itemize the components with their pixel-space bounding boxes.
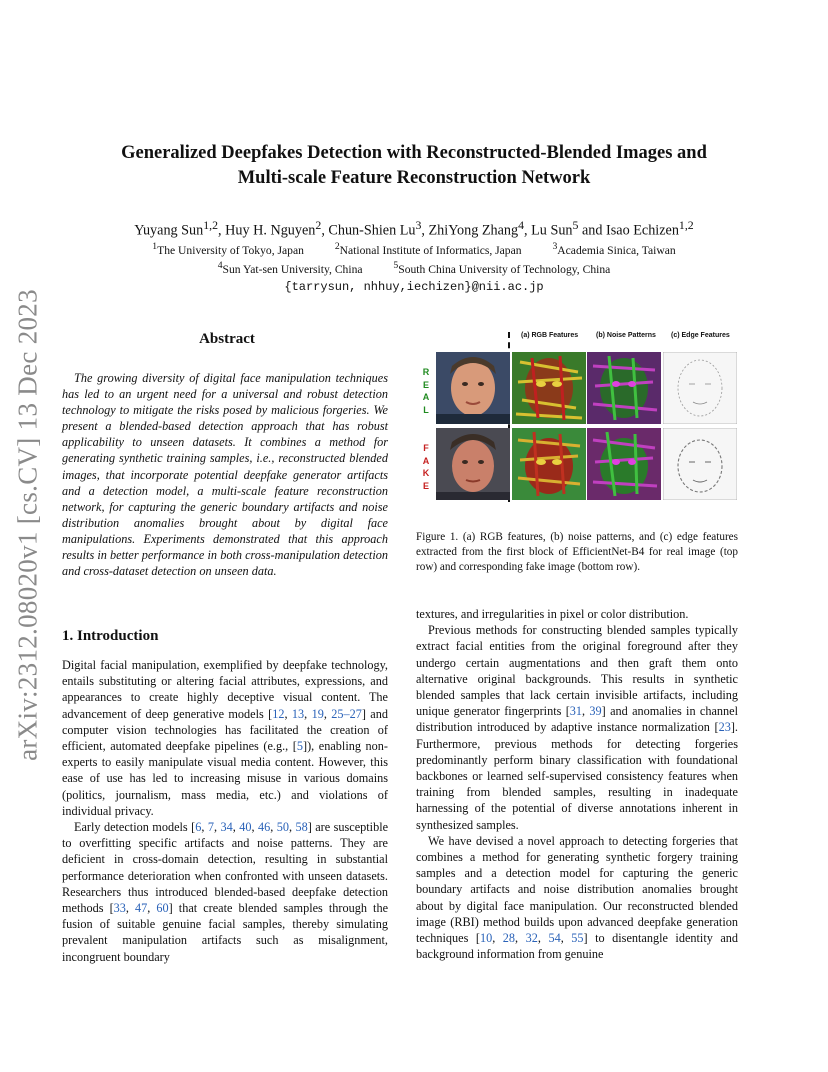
text-run: Digital facial manipulation, exemplified by deepfake technology, entails substituting or altering facial attributes, expressions, and appearances to create highly deceptive visual content. The advancement of deep generative models [: [62, 658, 388, 721]
real-letter: E: [422, 379, 429, 390]
author-sup: 4: [518, 218, 525, 232]
affil-name: The University of Tokyo, Japan: [157, 243, 304, 257]
affil-name: Academia Sinica, Taiwan: [557, 243, 676, 257]
text-run: Previous methods for constructing blended samples typically extract facial entities from the original foreground after they undergo certain augmentations and then graft them onto alternative original backgrounds. This results in synthetic blended samples that lack certain invisible artifacts, including unique generator fingerprints [: [416, 623, 738, 719]
citation-link[interactable]: 50: [276, 820, 289, 835]
affiliation: [552, 241, 676, 257]
intro-paragraph-2: [62, 819, 388, 965]
fake-face-image: [436, 428, 510, 500]
affil-name: National Institute of Informatics, Japan: [339, 243, 522, 257]
author-name: Huy H. Nguyen: [225, 222, 316, 239]
fake-noise-patterns-image: [587, 428, 661, 500]
author-name: Isao Echizen: [606, 222, 679, 239]
introduction-left-column: [62, 657, 388, 965]
citation-link[interactable]: 19: [311, 706, 324, 721]
text-run: ] are susceptible to overfitting specific artifacts and noise patterns. They are deficient in cross-domain detection, resulting in substantial performance deterioration when confronted with unseen datasets. Researchers thus introduced blended-based deepfake detection methods [: [62, 820, 389, 916]
real-letter: R: [422, 367, 430, 377]
real-edge-features-image: [663, 352, 737, 424]
real-rgb-features-image: [512, 352, 586, 424]
citation-link[interactable]: 34: [220, 820, 233, 835]
figure-1: [414, 332, 740, 502]
real-row-label: [414, 366, 438, 416]
real-face-image: [436, 352, 510, 424]
citation-link[interactable]: 33: [113, 901, 126, 916]
citation-link[interactable]: 40: [239, 820, 252, 835]
affil-name: South China University of Technology, China: [398, 262, 611, 276]
text-run: ,: [288, 820, 296, 835]
affiliations-line-2: [60, 260, 768, 276]
citation-link[interactable]: 39: [589, 704, 602, 719]
citation-link[interactable]: 23: [718, 720, 731, 735]
citation-link[interactable]: 31: [569, 704, 583, 719]
author-name: Yuyang Sun: [134, 222, 204, 239]
intro-paragraph-3: [416, 622, 738, 833]
citation-link[interactable]: 46: [257, 820, 271, 835]
text-run: We have devised a novel approach to detecting forgeries that combines a method for generating synthetic forgery training samples and a detection model for capturing the generic boundary artifacts and noise distribution anomalies brought about by digital face manipulation. Our reconstructed blended image (RBI) method builds upon advanced deepfake generation techniques [: [416, 833, 738, 946]
introduction-right-column: [416, 606, 738, 962]
text-run: ]), enabling non-experts to easily manipulate visual media content. However, this ease of use has led to increasing misuse in various domains (politics, journalism, mass media, etc.) and violations of individual privacy.: [62, 739, 388, 818]
fake-letter: K: [422, 468, 430, 478]
introduction-heading: 1. Introduction: [62, 628, 159, 644]
citation-link[interactable]: 6: [195, 820, 202, 835]
text-run: ,: [125, 901, 136, 916]
abstract-heading: Abstract: [199, 331, 255, 347]
affil-sup: 1: [152, 241, 158, 252]
figure-col-label-a: (a) RGB Features: [521, 332, 579, 339]
affil-sup: 3: [552, 241, 558, 252]
affil-sup: 4: [217, 260, 223, 271]
citation-link[interactable]: 7: [207, 820, 214, 835]
text-run: ] to disentangle identity and background information from genuine: [416, 931, 739, 962]
text-run: ,: [560, 931, 572, 946]
text-run: ,: [492, 931, 503, 946]
author-name: Lu Sun: [531, 222, 573, 239]
affiliation: [152, 241, 304, 257]
citation-link[interactable]: 5: [296, 739, 303, 754]
text-run: ,: [270, 820, 277, 835]
citation-link[interactable]: 12: [272, 706, 285, 721]
citation-link[interactable]: 28: [502, 931, 516, 946]
text-run: ,: [323, 706, 332, 721]
citation-link[interactable]: 58: [295, 820, 308, 835]
affil-name: Sun Yat-sen University, China: [222, 262, 363, 276]
arxiv-side-stamp: [10, 285, 46, 765]
intro-paragraph-4: [416, 833, 738, 963]
author-sup: 1,2: [678, 218, 694, 232]
citation-link[interactable]: 32: [525, 931, 538, 946]
text-run: ]. Furthermore, previous methods for detecting forgeries predominantly perform binary classification with foundational backbones or learned self-supervised consistency features when training from blended samples, resulting in inadequate harnessing of the potential of diverse annotations inherent in synthesized samples.: [416, 720, 738, 832]
author-sup: 2: [315, 218, 322, 232]
citation-link[interactable]: 13: [291, 706, 305, 721]
title-line-1: Generalized Deepfakes Detection with Reconstructed-Blended Images and: [121, 143, 707, 163]
title-line-2: Multi-scale Feature Reconstruction Network: [237, 168, 591, 188]
fake-rgb-features-image: [512, 428, 586, 500]
text-run: ,: [251, 820, 258, 835]
fake-letter: E: [422, 480, 429, 491]
author-name: Chun-Shien Lu: [328, 222, 416, 239]
citation-link[interactable]: 25–27: [331, 706, 362, 721]
citation-link[interactable]: 10: [479, 931, 493, 946]
fake-row-label: [414, 442, 438, 492]
text-run: ,: [213, 820, 221, 835]
citation-link[interactable]: 55: [571, 931, 584, 946]
fake-edge-features-image: [663, 428, 737, 500]
fake-letter: F: [423, 443, 429, 453]
author-list: Yuyang Sun$^{1,2}$, Huy H. Nguyen$^2$, Chun-Shien Lu$^3$, ZhiYong Zhang$^4$, Lu Sun$^5$ and Isao Echizen$^{1,2}$: [134, 218, 694, 239]
author-email: {tarrysun, nhhuy,iechizen}@nii.ac.jp: [284, 280, 544, 294]
citation-link[interactable]: 54: [548, 931, 561, 946]
intro-paragraph-1: [62, 657, 388, 819]
figure-col-label-c: (c) Edge Features: [671, 332, 730, 339]
text-run: ,: [232, 820, 240, 835]
text-run: ] and computer vision technologies has facilitated the creation of efficient, automated deepfake pipelines (e.g., [: [62, 706, 388, 754]
author-sup: 5: [572, 218, 579, 232]
citation-link[interactable]: 60: [156, 901, 169, 916]
abstract-text: The growing diversity of digital face manipulation techniques has led to an urgent need for a universal and robust detection technology to mitigate the risks posed by malicious forgeries. We present a blended-based detection approach that has robust applicability to unseen datasets. It combines a method for generating synthetic training samples, i.e., reconstructed blended images, that incorporate potential deepfake generator artifacts and a detection model, a multi-scale feature reconstruction network, for capturing the generic boundary artifacts and noise distribution anomalies brought about by digital face manipulations. Experiments demonstrated that this approach results in better performance in both cross-manipulation detection and cross-dataset detection on unseen data.: [62, 371, 388, 579]
text-run: ,: [515, 931, 526, 946]
affil-sup: 5: [393, 260, 399, 271]
arxiv-id: arXiv:2312.08020v1 [cs.CV] 13 Dec 2023: [12, 289, 43, 761]
figure-1-caption: Figure 1. (a) RGB features, (b) noise patterns, and (c) edge features extracted from the first block of EfficientNet-B4 for real image (top row) and corresponding fake image (bottom row).: [416, 531, 738, 573]
real-letter: A: [422, 392, 430, 402]
real-letter: L: [423, 404, 429, 415]
text-run: ,: [201, 820, 208, 835]
affil-sup: 2: [334, 241, 340, 252]
figure-col-label-b: (b) Noise Patterns: [596, 332, 656, 339]
affiliation: [334, 241, 522, 257]
text-run: ] and anomalies in channel distribution introduced by adaptive instance normalization [: [416, 704, 738, 735]
citation-link[interactable]: 47: [135, 901, 148, 916]
fake-letter: A: [422, 455, 430, 466]
author-sup: 1,2: [203, 218, 219, 232]
text-run: ,: [304, 706, 312, 721]
text-run: ,: [147, 901, 157, 916]
intro-continuation: textures, and irregularities in pixel or color distribution.: [416, 607, 689, 621]
real-noise-patterns-image: [587, 352, 661, 424]
author-sup: 3: [415, 218, 422, 232]
affiliations-line-1: [60, 241, 768, 257]
affiliation: [217, 260, 363, 276]
paper-title: [80, 141, 748, 191]
text-run: ,: [284, 706, 292, 721]
text-run: Early detection models [: [74, 820, 196, 835]
text-run: ] that create blended samples through the fusion of suitable genuine facial samples, thereby simulating prevalent manipulation artifacts such as misalignment, incongruent boundary: [62, 901, 389, 964]
text-run: ,: [537, 931, 549, 946]
affiliation: [393, 260, 611, 276]
text-run: ,: [582, 704, 590, 719]
author-name: ZhiYong Zhang: [428, 222, 519, 239]
